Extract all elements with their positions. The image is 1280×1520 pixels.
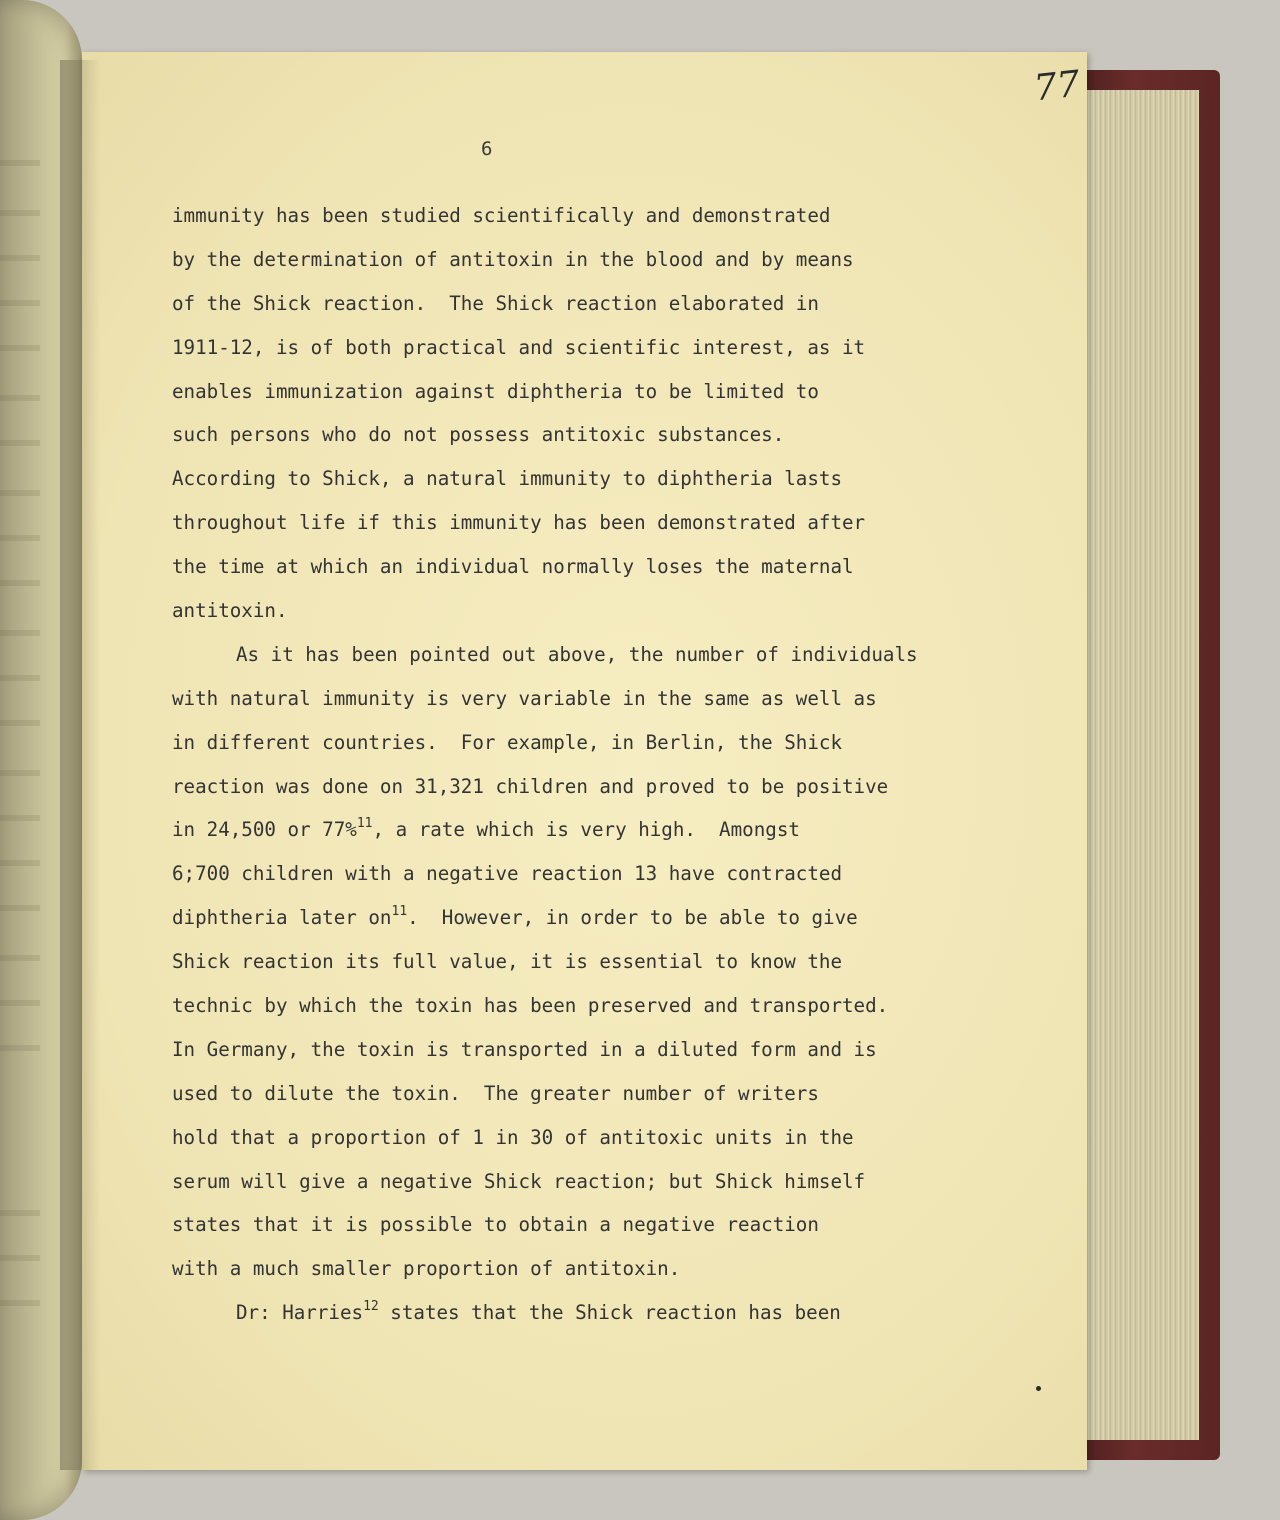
footnote-reference: 11 xyxy=(356,816,373,832)
text-line xyxy=(172,1160,1052,1204)
text-line xyxy=(172,1072,1052,1116)
page-gutter-shadow xyxy=(60,60,100,1470)
text-line-content: with natural immunity is very variable in the same as well as xyxy=(172,686,877,710)
text-line-content: by the determination of antitoxin in the blood and by means xyxy=(172,247,854,271)
text-line xyxy=(172,1116,1052,1160)
text-line-content: the time at which an individual normally loses the maternal xyxy=(172,555,854,579)
typed-text-body xyxy=(172,194,1052,1335)
text-line xyxy=(172,1247,1052,1291)
text-line xyxy=(172,238,1052,282)
text-line-content: enables immunization against diphtheria to be limited to xyxy=(172,379,819,403)
text-line-content: in different countries. For example, in Berlin, the Shick xyxy=(172,730,843,754)
text-line-content: As it has been pointed out above, the number of individuals xyxy=(236,642,918,666)
text-line xyxy=(172,940,1052,984)
text-line-content: hold that a proportion of 1 in 30 of antitoxic units in the xyxy=(172,1125,854,1149)
text-line xyxy=(172,545,1052,589)
text-line-content: 1911-12, is of both practical and scientific interest, as it xyxy=(172,335,866,359)
text-line-content: used to dilute the toxin. The greater number of writers xyxy=(172,1081,819,1105)
text-line xyxy=(172,457,1052,501)
text-line xyxy=(172,852,1052,896)
text-line-content: In Germany, the toxin is transported in a diluted form and is xyxy=(172,1037,877,1061)
footnote-reference: 12 xyxy=(363,1299,379,1315)
text-line xyxy=(172,1203,1052,1247)
text-line-content: 6;700 children with a negative reaction 13 have contracted xyxy=(172,862,843,886)
text-line xyxy=(172,1028,1052,1072)
text-line xyxy=(172,1291,1052,1335)
text-line xyxy=(172,984,1052,1028)
text-line-continuation: , a rate which is very high. Amongst xyxy=(372,818,800,842)
text-line xyxy=(172,370,1052,414)
text-line-content: in 24,500 or 77% xyxy=(172,818,357,842)
text-line xyxy=(172,501,1052,545)
text-line-content: Dr: Harries xyxy=(236,1301,364,1325)
text-line xyxy=(172,677,1052,721)
page-stack-edges xyxy=(1085,90,1199,1440)
text-line xyxy=(172,194,1052,238)
ink-dot xyxy=(1036,1386,1041,1391)
text-line xyxy=(172,808,1052,852)
text-line-content: diphtheria later on xyxy=(172,906,392,930)
text-line-content: serum will give a negative Shick reaction; but Shick himself xyxy=(172,1169,866,1193)
text-line xyxy=(172,765,1052,809)
text-line-continuation: states that the Shick reaction has been xyxy=(378,1301,841,1325)
text-line-content: of the Shick reaction. The Shick reaction elaborated in xyxy=(172,291,819,315)
text-line-content: antitoxin. xyxy=(172,599,288,623)
text-line-content: Shick reaction its full value, it is essential to know the xyxy=(172,950,843,974)
text-line-content: immunity has been studied scientifically and demonstrated xyxy=(172,204,831,227)
text-line xyxy=(172,413,1052,457)
text-line-content: reaction was done on 31,321 children and proved to be positive xyxy=(172,774,889,798)
text-line-content: throughout life if this immunity has been demonstrated after xyxy=(172,511,866,535)
text-line-content: technic by which the toxin has been preserved and transported. xyxy=(172,994,889,1018)
text-line xyxy=(172,633,1052,677)
text-line xyxy=(172,326,1052,370)
text-line-continuation: . However, in order to be able to give xyxy=(407,906,858,930)
text-line-content: with a much smaller proportion of antitoxin. xyxy=(172,1257,681,1281)
text-line-content: According to Shick, a natural immunity to diphtheria lasts xyxy=(172,467,843,491)
text-line-content: states that it is possible to obtain a negative reaction xyxy=(172,1213,819,1237)
text-line xyxy=(172,282,1052,326)
text-line xyxy=(172,896,1052,940)
page-number: 6 xyxy=(481,138,493,160)
text-line-content: such persons who do not possess antitoxic substances. xyxy=(172,423,785,447)
text-line xyxy=(172,721,1052,765)
text-line xyxy=(172,589,1052,633)
footnote-reference: 11 xyxy=(391,904,408,920)
folio-number: 77 xyxy=(1031,63,1082,110)
